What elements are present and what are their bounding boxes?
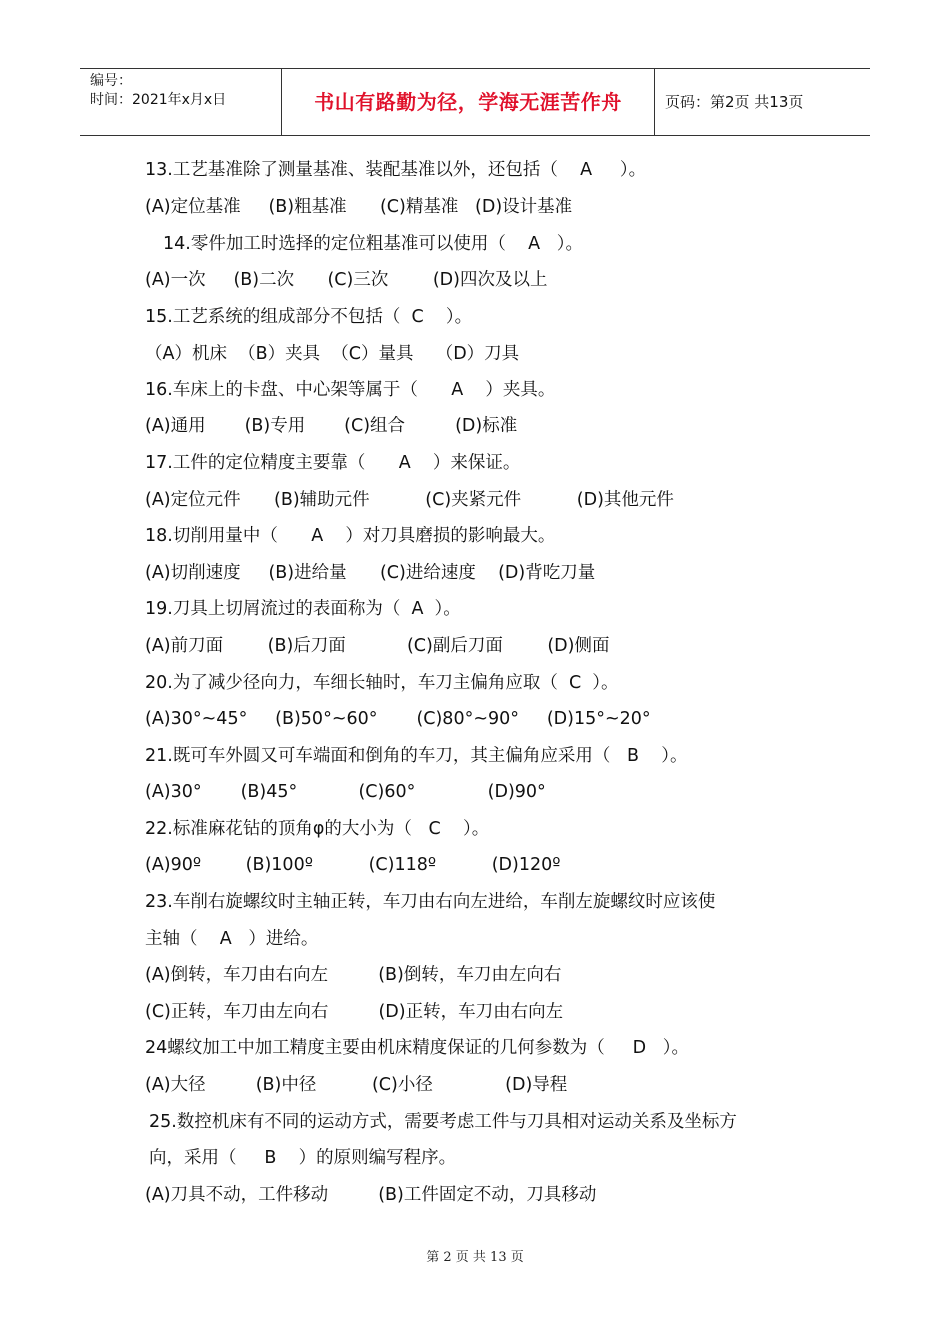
header-motto: 书山有路勤为径，学海无涯苦作舟 (282, 69, 655, 135)
question-17: 17.工件的定位精度主要靠（ A ）来保证。 (145, 453, 521, 473)
question-25: 25.数控机床有不同的运动方式，需要考虑工件与刀具相对运动关系及坐标方 (149, 1112, 737, 1132)
page-footer: 第 2 页 共 13 页 (426, 1250, 524, 1265)
options-23-cd: (C)正转，车刀由左向右 (D)正转，车刀由右向左 (145, 1002, 564, 1022)
options-23-ab: (A)倒转，车刀由右向左 (B)倒转，车刀由左向右 (145, 965, 562, 985)
question-23: 23.车削右旋螺纹时主轴正转，车刀由右向左进给，车削左旋螺纹时应该使 (145, 892, 716, 912)
options-25: (A)刀具不动，工件移动 (B)工件固定不动，刀具移动 (145, 1185, 597, 1205)
number-label: 编号： (90, 73, 132, 89)
options-22: (A)90º (B)100º (C)118º (D)120º (145, 855, 561, 875)
options-18: (A)切削速度 (B)进给量 (C)进给速度 (D)背吃刀量 (145, 563, 596, 583)
time-label: 时间：2021年x月x日 (90, 92, 227, 108)
question-16: 16.车床上的卡盘、中心架等属于（ A ）夹具。 (145, 380, 556, 400)
options-15: （A）机床 （B）夹具 （C）量具 （D）刀具 (145, 344, 520, 364)
question-21: 21.既可车外圆又可车端面和倒角的车刀，其主偏角应采用（ B ）。 (145, 746, 688, 766)
header-page-info: 页码：第2页 共13页 (665, 93, 804, 111)
question-15: 15.工艺系统的组成部分不包括（ C ）。 (145, 307, 473, 327)
question-25-cont: 向，采用（ B ）的原则编写程序。 (149, 1148, 457, 1168)
options-14: (A)一次 (B)二次 (C)三次 (D)四次及以上 (145, 270, 548, 290)
options-24: (A)大径 (B)中径 (C)小径 (D)导程 (145, 1075, 568, 1095)
question-22: 22.标准麻花钻的顶角φ的大小为（ C ）。 (145, 819, 490, 839)
question-18: 18.切削用量中（ A ）对刀具磨损的影响最大。 (145, 526, 556, 546)
options-19: (A)前刀面 (B)后刀面 (C)副后刀面 (D)侧面 (145, 636, 610, 656)
question-19: 19.刀具上切屑流过的表面称为（ A ）。 (145, 599, 461, 619)
question-23-cont: 主轴（ A ）进给。 (145, 929, 319, 949)
options-17: (A)定位元件 (B)辅助元件 (C)夹紧元件 (D)其他元件 (145, 490, 674, 510)
options-21: (A)30° (B)45° (C)60° (D)90° (145, 782, 546, 802)
document-header (80, 68, 870, 136)
question-24: 24螺纹加工中加工精度主要由机床精度保证的几何参数为（ D ）。 (145, 1038, 689, 1058)
header-meta-cell (80, 69, 282, 135)
options-13: (A)定位基准 (B)粗基准 (C)精基准 (D)设计基准 (145, 197, 573, 217)
question-13: 13.工艺基准除了测量基准、装配基准以外，还包括（ A ）。 (145, 160, 647, 180)
options-20: (A)30°~45° (B)50°~60° (C)80°~90° (D)15°~20° (145, 709, 651, 729)
question-14: 14.零件加工时选择的定位粗基准可以使用（ A ）。 (163, 234, 583, 254)
options-16: (A)通用 (B)专用 (C)组合 (D)标准 (145, 416, 518, 436)
question-20: 20.为了减少径向力，车细长轴时，车刀主偏角应取（ C ）。 (145, 673, 619, 693)
